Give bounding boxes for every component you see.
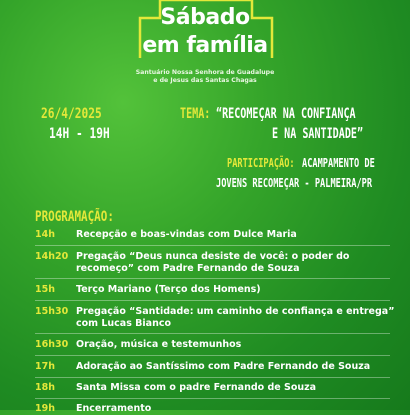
participation-label: PARTICIPAÇÃO: bbox=[227, 156, 295, 170]
theme-line1: “RECOMEÇAR NA CONFIANÇA bbox=[216, 106, 356, 122]
divider bbox=[35, 398, 390, 399]
participation-line1: ACAMPAMENTO DE bbox=[302, 156, 375, 170]
item-text: Pregação “Deus nunca desiste de você: o poder do recomeço” com Padre Fernando de Souza bbox=[76, 251, 350, 274]
event-time: 14H - 19H bbox=[49, 126, 110, 142]
theme-line2: E NA SANTIDADE” bbox=[272, 126, 364, 142]
logo-title-line1: Sábado bbox=[160, 5, 250, 30]
item-time: 18h bbox=[35, 382, 55, 393]
participation-line2: JOVENS RECOMEÇAR - PALMEIRA/PR bbox=[216, 176, 373, 190]
item-text: Encerramento bbox=[76, 403, 152, 414]
logo-title-line2: em família bbox=[142, 33, 268, 58]
item-text: Pregação “Santidade: um caminho de confiança e entrega” com Lucas Bianco bbox=[76, 306, 395, 329]
program-heading: PROGRAMAÇÃO: bbox=[35, 209, 114, 225]
divider bbox=[35, 278, 390, 279]
item-text: Terço Mariano (Terço dos Homens) bbox=[76, 284, 261, 295]
divider bbox=[35, 355, 390, 356]
divider bbox=[35, 333, 390, 334]
theme-label: TEMA: bbox=[180, 106, 211, 122]
item-text: Oração, música e testemunhos bbox=[76, 339, 242, 350]
item-text: Santa Missa com o padre Fernando de Souza bbox=[76, 382, 317, 393]
item-text: Adoração ao Santíssimo com Padre Fernando de Souza bbox=[76, 361, 371, 372]
item-text: Recepção e boas-vindas com Dulce Maria bbox=[76, 229, 297, 240]
item-time: 19h bbox=[35, 403, 55, 414]
divider bbox=[35, 377, 390, 378]
item-time: 15h30 bbox=[35, 306, 69, 317]
item-time: 15h bbox=[35, 284, 55, 295]
item-time: 17h bbox=[35, 361, 55, 372]
item-time: 16h30 bbox=[35, 339, 69, 350]
logo-subtitle-line1: Santuário Nossa Senhora de Guadalupe bbox=[135, 69, 275, 76]
divider bbox=[35, 245, 390, 246]
item-time: 14h20 bbox=[35, 251, 69, 262]
logo-subtitle-line2: e de Jesus das Santas Chagas bbox=[153, 77, 257, 84]
divider bbox=[35, 300, 390, 301]
item-time: 14h bbox=[35, 229, 55, 240]
event-date: 26/4/2025 bbox=[41, 106, 102, 122]
